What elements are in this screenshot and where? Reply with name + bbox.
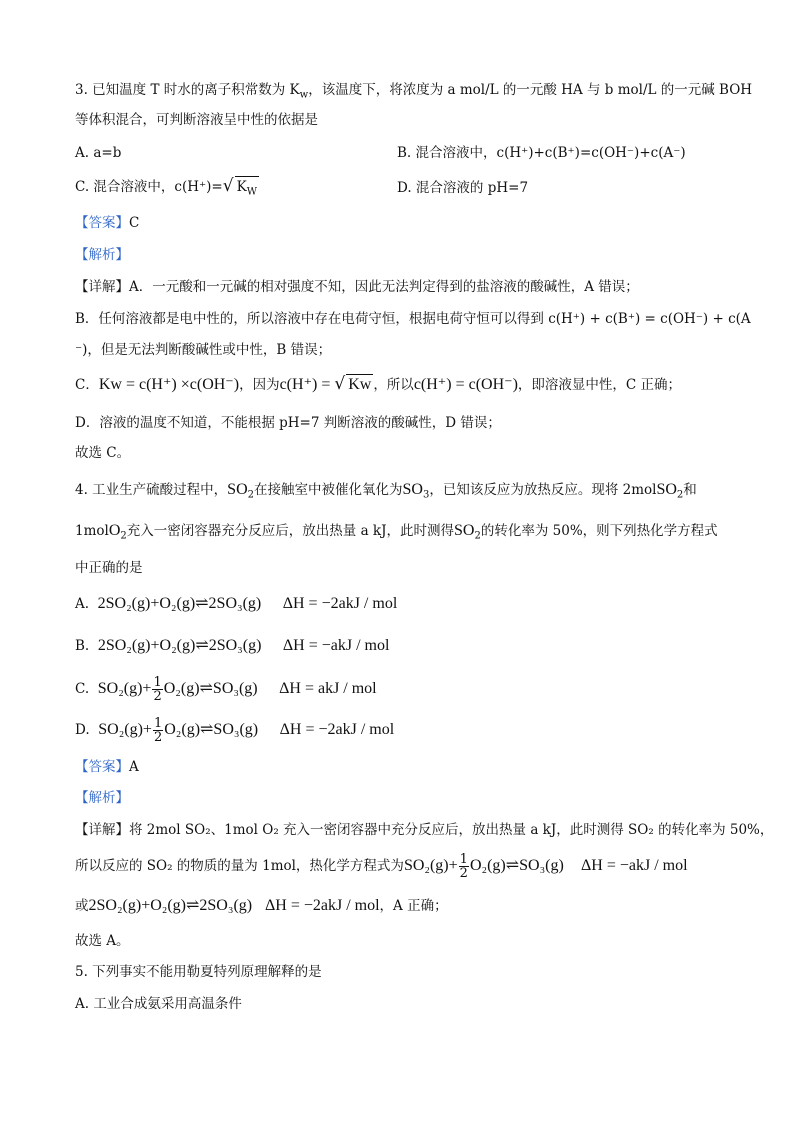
q4-option-a: A. 2SO₂(g)+O₂(g)⇌2SO₃(g) ΔH = −2akJ / mol bbox=[75, 595, 398, 612]
q3-option-a: A. a=b bbox=[75, 145, 122, 161]
q4-detail-line1: 【详解】将 2mol SO₂、1mol O₂ 充入一密闭容器中充分反应后，放出热量 a kJ，此时测得 SO₂ 的转化率为 50%， bbox=[75, 822, 774, 838]
q4-stem-line3: 中正确的是 bbox=[75, 560, 143, 576]
q3-stem-line2: 等体积混合，可判断溶液呈中性的依据是 bbox=[75, 112, 318, 128]
q3-detail-line4: C．Kw = c(H⁺) ×c(OH⁻)，因为c(H⁺) = √ Kw ，所以c(H⁺) = c(OH⁻)，即溶液显中性，C 正确； bbox=[75, 374, 682, 394]
q4-stem-line1: 4. 工业生产硫酸过程中，$SO_2$在接触室中被催化氧化为$SO_3$，已知该反应为放热反应。现将 2molSO$_2$和 bbox=[75, 481, 697, 501]
q4-stem-line2: 1molO$_2$充入一密闭容器充分反应后，放出热量 a kJ，此时测得$SO_2$的转化率为 50%，则下列热化学方程式 bbox=[75, 522, 718, 542]
q4-detail-line4: 故选 A。 bbox=[75, 933, 130, 949]
q4-detail-line3: 或2SO₂(g)+O₂(g)⇌2SO₃(g) ΔH = −2akJ / mol，A 正确； bbox=[75, 897, 448, 914]
q4-option-c: C. SO₂(g)+ $\frac{1}{2}$ O₂(g)⇌SO₃(g) ΔH = akJ / mol bbox=[75, 675, 377, 704]
q5-stem: 5. 下列事实不能用勒夏特列原理解释的是 bbox=[75, 964, 322, 980]
q4-analysis-tag: 【解析】 bbox=[75, 790, 129, 806]
q3-answer: 【答案】C bbox=[75, 215, 140, 231]
q3-detail-line2: B．任何溶液都是电中性的，所以溶液中存在电荷守恒，根据电荷守恒可以得到 c(H⁺) + c(B⁺) = c(OH⁻) + c(A bbox=[75, 311, 751, 327]
q4-option-b: B. 2SO₂(g)+O₂(g)⇌2SO₃(g) ΔH = −akJ / mol bbox=[75, 637, 390, 654]
q3-stem-line1: 3. 已知温度 T 时水的离子积常数为 $K_w$，该温度下，将浓度为 a mol/L 的一元酸 HA 与 b mol/L 的一元碱 BOH bbox=[75, 82, 753, 101]
q4-option-d: D. SO₂(g)+ $\frac{1}{2}$ O₂(g)⇌SO₃(g) ΔH = −2akJ / mol bbox=[75, 716, 395, 745]
q3-detail-line6: 故选 C。 bbox=[75, 445, 131, 461]
q3-option-b: B. 混合溶液中，c(H⁺)+c(B⁺)=c(OH⁻)+c(A⁻) bbox=[397, 145, 686, 161]
q3-option-d: D. 混合溶液的 pH=7 bbox=[397, 180, 529, 196]
q4-answer: 【答案】A bbox=[75, 759, 139, 775]
q3-detail-line1: 【详解】A．一元酸和一元碱的相对强度不知，因此无法判定得到的盐溶液的酸碱性，A 错误； bbox=[75, 279, 639, 295]
q3-analysis-tag: 【解析】 bbox=[75, 247, 129, 263]
q3-detail-line3: ⁻)，但是无法判断酸碱性或中性，B 错误； bbox=[75, 342, 332, 358]
q4-detail-line2: 所以反应的 SO₂ 的物质的量为 1mol，热化学方程式为SO₂(g)+ $\frac{1}{2}$ O₂(g)⇌SO₃(g) ΔH = −akJ / mol bbox=[75, 852, 688, 881]
q3-detail-line5: D．溶液的温度不知道，不能根据 pH=7 判断溶液的酸碱性，D 错误； bbox=[75, 415, 501, 431]
q5-option-a: A. 工业合成氨采用高温条件 bbox=[75, 996, 242, 1012]
q3-option-c: C. 混合溶液中，c(H⁺)=√ $K_W$ bbox=[75, 176, 259, 203]
